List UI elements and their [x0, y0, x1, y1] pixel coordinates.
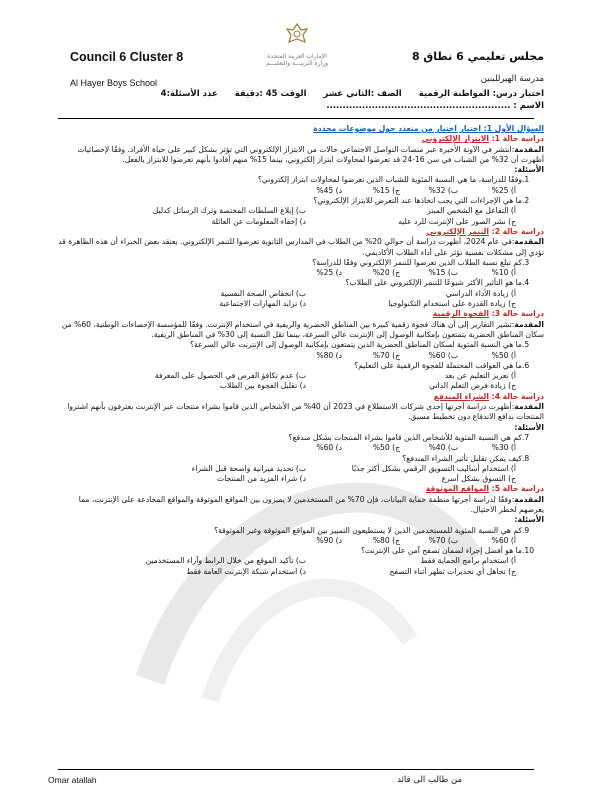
question-number: 7. — [522, 432, 530, 442]
question-number: 9. — [522, 525, 530, 535]
answer-options — [58, 351, 544, 361]
answer-option[interactable]: ب) 32% — [428, 185, 458, 195]
answer-option[interactable]: ب) تأكيد الموقع من خلال الرابط وآراء المستخدمين — [145, 556, 306, 566]
answer-option[interactable]: أ) استخدام أساليب التسويق الرقمي بشكل أكثر جذبًا — [351, 463, 516, 473]
answer-option[interactable]: ج) 15% — [372, 185, 400, 195]
question-text: كم هي النسبة المئوية للمستخدمين الذين لا يستطيعون التمييز بين المواقع الموثوقة وغير الموثوقة؟ — [214, 525, 522, 535]
case-title: الفجوة الرقمية — [432, 309, 489, 319]
falcon-emblem-icon — [283, 22, 311, 48]
answer-option[interactable]: أ) التفاعل مع الشخص المبتز — [427, 206, 516, 216]
answer-option[interactable]: د) تقليل الفجوة بين الطلاب — [219, 381, 306, 391]
exam-time: الوقت 45 :دقيقة — [234, 89, 307, 99]
case-title: الشراء المندفع — [433, 391, 489, 401]
logo-text-line1: الإمارات العربية المتحدة — [267, 53, 327, 60]
school-name-ar: مدرسة الهيرللبنين — [480, 74, 544, 84]
answer-option[interactable]: ج) التسوق بشكل أسرع — [441, 474, 516, 484]
case-title: الابتزاز الإلكتروني — [421, 134, 489, 144]
case-intro — [58, 402, 544, 423]
answer-options — [58, 464, 544, 474]
answer-option[interactable]: د) 80% — [316, 350, 342, 360]
intro-text: :انتشر في الآونة الأخيرة عبر منصات التواصل الاجتماعي حالات من الابتزاز الإلكتروني التي تؤثر بشكل كبير على حياة الأفراد. وفقًا لإحصائيات أظهرت أن 32% من الشباب في سن 16-24 قد تعرضوا لمحاولات ابتزاز إلكتروني، بينما 15% منهم أفادوا بأنهم تعرضوا للابتزاز بالفعل. — [77, 144, 544, 164]
intro-label: المقدمة — [514, 144, 544, 154]
answer-option[interactable]: ج) 20% — [372, 268, 400, 278]
exam-info-row — [64, 89, 544, 99]
question-text: ما هو أفضل إجراء لضمان تصفح آمن على الإنترنت؟ — [361, 546, 522, 556]
header-right — [412, 50, 544, 84]
exam-grade: الصف :الثاني عشر — [323, 89, 402, 99]
intro-text: :وفقًا لدراسة أجرتها منظمة حماية البيانات، فإن 70% من المستخدمين لا يميزون بين المواقع الموثوقة والمواقع المخادعة على الإنترنت، مما يعرضهم لخطر الاحتيال. — [78, 494, 544, 514]
question-item — [58, 454, 544, 464]
header-divider — [58, 118, 534, 119]
answer-option[interactable]: د) شراء المزيد من المنتجات — [217, 474, 306, 484]
intro-label: المقدمة — [514, 494, 544, 504]
answer-options — [58, 536, 544, 546]
intro-text: :تشير التقارير إلى أن هناك فجوة رقمية كبيرة بين المناطق الحضرية والريفية في استخدام الإنترنت. وفقًا للمؤسسة الإحصاءات الوطنية، 60% من سكان المناطق الحضرية يتمتعون بإمكانية الوصول إلى الإنترنت عالي السرعة، بينما تقل النسبة إلى 30% في المناطق الريفية. — [61, 319, 544, 339]
case-number: دراسة حالة 1: — [489, 134, 544, 144]
answer-options — [58, 289, 544, 299]
case-study — [58, 484, 544, 577]
answer-options — [58, 567, 544, 577]
teacher-name: Omar atallah — [48, 775, 97, 785]
question-item — [58, 196, 544, 206]
student-name-line: الاسم : ......................................................... — [326, 101, 544, 111]
council-title-ar: مجلس تعليمي 6 نطاق 8 — [411, 50, 544, 63]
answer-option[interactable]: د) 90% — [316, 535, 342, 545]
answer-options — [58, 381, 544, 391]
question-number: 2. — [522, 196, 530, 206]
answer-option[interactable]: أ) تعزيز التعليم عن بعد — [444, 371, 516, 381]
answer-option[interactable]: د) إخفاء المعلومات عن العائلة — [211, 216, 306, 226]
answer-options — [58, 186, 544, 196]
question-item — [58, 361, 544, 371]
answer-option[interactable]: ب) تحديد ميزانية واضحة قبل الشراء — [191, 463, 306, 473]
question-text: كم هي النسبة المئوية للأشخاص الذين قاموا بشراء المنتجات بشكل مندفع؟ — [288, 432, 522, 442]
header-left — [70, 50, 183, 88]
exam-subject: اختبار درس: المواطنة الرقمية — [418, 89, 544, 99]
question-number: 6. — [522, 360, 530, 370]
answer-option[interactable]: ب) 70% — [428, 535, 458, 545]
case-intro — [58, 145, 544, 166]
question-item — [58, 433, 544, 443]
answer-option[interactable]: د) 25% — [316, 268, 342, 278]
case-number: دراسة حالة 3: — [489, 309, 544, 319]
question-item — [58, 258, 544, 268]
exam-question-count: عدد الأسئلة:4 — [160, 89, 218, 99]
question-number: 1. — [522, 175, 530, 185]
answer-options — [58, 206, 544, 216]
questions-label: الأسئلة: — [514, 422, 544, 432]
case-title: المواقع الموثوقة — [425, 484, 489, 494]
answer-option[interactable]: ب) 40% — [428, 443, 458, 453]
answer-option[interactable]: أ) 60% — [491, 535, 516, 545]
footer-divider — [58, 769, 534, 770]
answer-option[interactable]: ج) زيادة القدرة على استخدام التكنولوجيا — [388, 299, 516, 309]
answer-option[interactable]: أ) 25% — [491, 185, 516, 195]
case-intro — [58, 495, 544, 516]
case-heading — [58, 484, 544, 494]
answer-option[interactable]: ب) عدم تكافؤ الفرص في الحصول على المعرفة — [154, 371, 306, 381]
answer-options — [58, 371, 544, 381]
answer-option[interactable]: ب) إبلاغ السلطات المختصة وترك الرسائل كدليل — [152, 206, 306, 216]
case-intro — [58, 237, 544, 258]
answer-option[interactable]: د) استخدام شبكة الإنترنت العامة فقط — [186, 566, 306, 576]
question-number: 4. — [522, 278, 530, 288]
question-text: ما هي الإجراءات التي يجب اتخاذها عند التعرض للابتزاز الإلكتروني؟ — [313, 196, 522, 206]
footer-slogan: من طالب الى قائد — [397, 775, 462, 785]
question-item — [58, 546, 544, 556]
case-study-list — [58, 134, 544, 577]
case-number: دراسة حالة 5: — [489, 484, 544, 494]
case-heading — [58, 134, 544, 144]
answer-options — [58, 556, 544, 566]
answer-option[interactable]: أ) 10% — [491, 268, 516, 278]
answer-options — [58, 217, 544, 227]
answer-options — [58, 299, 544, 309]
question-number: 10. — [522, 546, 535, 556]
question-text: كم تبلغ نسبة الطلاب الذين تعرضوا للتنمر الإلكتروني وفقًا للدراسة؟ — [312, 257, 522, 267]
question-number: 5. — [522, 340, 530, 350]
answer-options — [58, 474, 544, 484]
council-title-en: Council 6 Cluster 8 — [70, 50, 184, 64]
answer-option[interactable]: ج) 70% — [372, 350, 400, 360]
case-title: التنمر الإلكتروني — [426, 226, 489, 236]
answer-option[interactable]: أ) زيادة الأداء الدراسي — [445, 288, 516, 298]
question-number: 3. — [522, 257, 530, 267]
intro-label: المقدمة — [514, 319, 544, 329]
school-name-en: Al Hayer Boys School — [70, 78, 158, 88]
case-study — [58, 134, 544, 227]
question-text: ما هو التأثير الأكثر شيوعًا للتنمر الإلكتروني على الطلاب؟ — [345, 278, 522, 288]
answer-option[interactable]: د) 60% — [316, 443, 342, 453]
answer-option[interactable]: ب) انخفاض الصحة النفسية — [220, 288, 306, 298]
question-number: 8. — [522, 453, 530, 463]
question-text: وفقًا للدراسة، ما هي النسبة المئوية للشباب الذين تعرضوا لمحاولات ابتزاز إلكتروني؟ — [257, 175, 522, 185]
question-item — [58, 526, 544, 536]
question-text: ما هي النسبة المئوية لسكان المناطق الحضرية الذين يتمتعون بإمكانية الوصول إلى الإنترنت عالي السرعة؟ — [190, 340, 522, 350]
case-heading — [58, 309, 544, 319]
answer-option[interactable]: ج) نشر الصور على الإنترنت للرد عليه — [398, 216, 516, 226]
intro-text: :أظهرت دراسة أجرتها إحدى شركات الاستطلاع في 2023 أن 40% من الأشخاص الذين قاموا بشراء منتجات عبر الإنترنت يعترفون بأنهم اشتروا المنتجات بدافع الاندفاع دون تخطيط مسبق. — [67, 402, 544, 422]
answer-option[interactable]: د) 45% — [316, 185, 342, 195]
case-study — [58, 392, 544, 485]
answer-options — [58, 268, 544, 278]
answer-option[interactable]: ج) زيادة فرص التعلم الذاتي — [429, 381, 516, 391]
question-text: ما هي العواقب المحتملة للفجوة الرقمية على التعليم؟ — [354, 360, 522, 370]
intro-text: :في عام 2024، أظهرت دراسة أن حوالي 20% من الطلاب في المدارس الثانوية تعرضوا للتنمر الإلكتروني. يعتقد بعض الخبراء أن هذه الظاهرة قد تؤدي إلى مشكلات نفسية تؤثر على أداء الطلاب الأكاديمي. — [58, 237, 544, 257]
answer-option[interactable]: ج) 80% — [372, 535, 400, 545]
question-item — [58, 340, 544, 350]
answer-option[interactable]: أ) 30% — [491, 443, 516, 453]
question-item — [58, 278, 544, 288]
intro-label: المقدمة — [514, 402, 544, 412]
answer-option[interactable]: ج) 50% — [372, 443, 400, 453]
case-intro — [58, 320, 544, 341]
question-item — [58, 175, 544, 185]
intro-label: المقدمة — [514, 237, 544, 247]
case-heading — [58, 392, 544, 402]
answer-option[interactable]: أ) استخدام برامج الحماية فقط — [420, 556, 516, 566]
emblem-logo — [258, 22, 336, 67]
answer-option[interactable]: ب) 15% — [428, 268, 458, 278]
questions-label: الأسئلة: — [514, 515, 544, 525]
case-heading — [58, 227, 544, 237]
case-number: دراسة حالة 2: — [489, 226, 544, 236]
case-number: دراسة حالة 4: — [489, 391, 544, 401]
answer-options — [58, 443, 544, 453]
answer-option[interactable]: ب) 60% — [428, 350, 458, 360]
case-study — [58, 227, 544, 309]
answer-option[interactable]: ج) تجاهل أي تحذيرات تظهر أثناء التصفح — [389, 566, 516, 576]
question-1-title: السؤال الأول 1: اختيار اختيار من متعدد حول موضوعات محددة — [313, 124, 544, 133]
questions-label: الأسئلة: — [514, 165, 544, 175]
question-text: كيف يمكن تقليل تأثير الشراء المندفع؟ — [402, 453, 522, 463]
answer-option[interactable]: د) تزايد المهارات الاجتماعية — [219, 299, 306, 309]
exam-content — [58, 124, 544, 577]
logo-text-line2: وزارة التربيـــة والتعليـــم — [265, 60, 329, 67]
answer-option[interactable]: أ) 50% — [491, 350, 516, 360]
case-study — [58, 309, 544, 391]
